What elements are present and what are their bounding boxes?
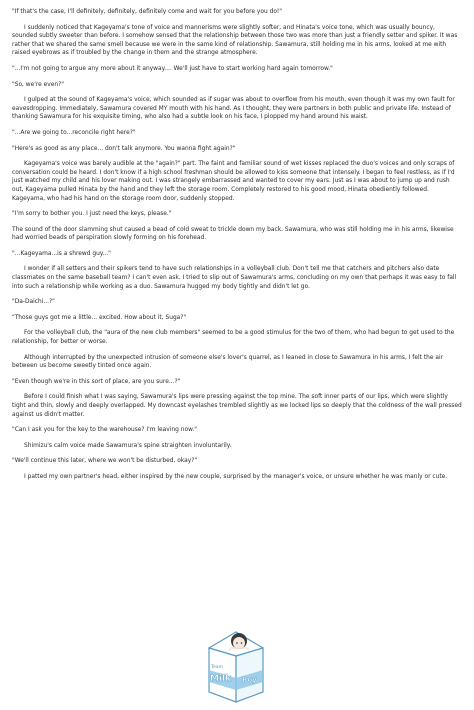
logo-small-text: Team (211, 665, 223, 670)
paragraph: "I'm sorry to bother you. I just need the keys, please." (12, 211, 172, 218)
character-eye-left (236, 642, 238, 644)
paragraph: I suddenly noticed that Kageyama's tone of voice and mannerisms were slightly softer, and Hinata's voice tone, which was usually bouncy, sounded subtly sweeter than before. I somehow sensed that the relationship between those two was more than just a friendly setter and spiker. It was rather that we shared the same smell because we were in the same kind of relationship. Sawamura, still holding me in his arms, looked at me with raised eyebrows as if troubled by the change in them and the strange atmosphere. (12, 24, 458, 57)
paragraph: "Here's as good as any place... don't talk anymore. You wanna fight again?" (12, 145, 236, 152)
character-face (233, 637, 245, 649)
paragraph: I patted my own partner's head, either inspired by the new couple, surprised by the manager's voice, or unsure whether he was manly or cute. (24, 473, 448, 480)
logo-word-right: Boy (242, 676, 257, 684)
logo-word-left: Milk (210, 674, 232, 684)
paragraph: For the volleyball club, the "aura of the new club members" seemed to be a good stimulus for the two of them, who had begun to get used to the relationship, for better or worse. (12, 330, 455, 346)
paragraph: "Even though we're in this sort of place, are you sure...?" (12, 378, 181, 385)
story-text (12, 8, 462, 482)
paragraph: The sound of the door slamming shut caused a bead of cold sweat to trickle down my back. Sawamura, who was still holding me in his arms, likewise had worried beads of perspiration slowly forming on his forehead. (12, 226, 454, 242)
paragraph: "Da-Daichi...?" (12, 299, 55, 306)
paragraph: Before I could finish what I was saying, Sawamura's lips were pressing against the top mine. The soft inner parts of our lips, which were slightly tight and thin, slowly and deeply overlapped. My downcast eyelashes trembled slightly as we locked lips so deeply that the coldness of the wall pressed against us didn't matter. (12, 394, 462, 418)
paragraph: I gulped at the sound of Kageyama's voice, which sounded as if sugar was about to overflow from his mouth, even though it was my own fault for eavesdropping. Immediately, Sawamura covered MY mouth with his hand. As I thought, they were partners in both public and private life. Instead of thanking Sawamura for his exquisite timing, who also had a subtle look on his face, I plopped my hand around his waist. (12, 97, 455, 121)
paragraph: "...I'm not going to argue any more about it anyway.... We'll just have to start working hard again tomorrow." (12, 65, 333, 72)
paragraph: "So, we're even?" (12, 81, 64, 88)
paragraph: "...Are we going to...reconcile right here?" (12, 129, 136, 136)
milk-boy-logo (195, 626, 277, 706)
paragraph: "Can I ask you for the key to the warehouse? I'm leaving now." (12, 427, 197, 434)
paragraph: "Those guys got me a little... excited. How about it, Suga?" (12, 314, 187, 321)
paragraph: I wonder if all setters and their spikers tend to have such relationships in a volleyball club. Don't tell me that catchers and pitchers also date classmates on the same baseball team? I can't even ask. I tried to slip out of Sawamura's arms, concluding on my own that perhaps it was easy to fall into such a relationship while working as a duo. Sawamura hugged my body tightly and didn't let go. (12, 266, 457, 290)
character-eye-right (241, 642, 243, 644)
paragraph: "If that's the case, I'll definitely, definitely, definitely come and wait for you before you do!" (12, 9, 282, 15)
paragraph: "We'll continue this later, where we won't be disturbed, okay?" (12, 458, 198, 465)
paragraph: Although interrupted by the unexpected intrusion of someone else's lover's quarrel, as I leaned in close to Sawamura in his arms, I felt the air between us become sweetly tinted once again. (12, 354, 444, 370)
paragraph: "...Kageyama...is a shrewd guy..." (12, 250, 111, 257)
paragraph: Shimizu's calm voice made Sawamura's spine straighten involuntarily. (24, 442, 232, 449)
paragraph: Kageyama's voice was barely audible at the "again?" part. The faint and familiar sound of wet kisses replaced the duo's voices and only scraps of conversation could be heard. I don't know if a high school freshman should be allowed to kiss someone that intensely. I began to feel restless, as if I'd just watched my child and his lover making out. I was strangely embarrassed and wanted to cover my ears. Just as I was about to jump up and rush out, Kageyama pulled Hinata by the hand and they left the storage room. Completely restored to his good mood, Hinata obediently followed. Kageyama, who had his hand on the storage room door, suddenly stopped. (12, 161, 455, 202)
milk-carton-icon (195, 626, 277, 706)
